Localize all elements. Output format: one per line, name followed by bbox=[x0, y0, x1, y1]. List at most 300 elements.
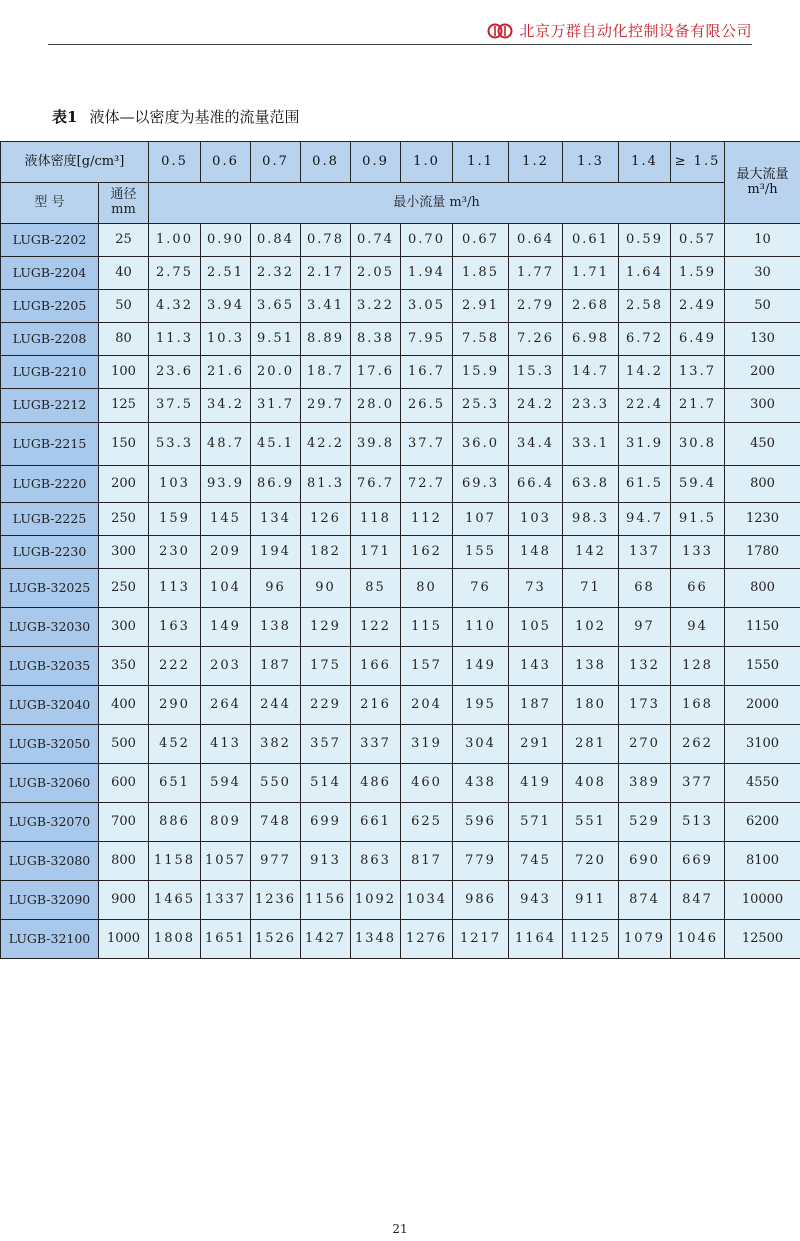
model-cell: LUGB-2204 bbox=[1, 257, 99, 290]
min-flow-cell: 115 bbox=[401, 608, 453, 647]
min-flow-cell: 86.9 bbox=[251, 466, 301, 503]
min-flow-cell: 137 bbox=[619, 536, 671, 569]
min-flow-cell: 26.5 bbox=[401, 389, 453, 423]
min-flow-header: 最小流量 m³/h bbox=[149, 183, 725, 224]
min-flow-cell: 73 bbox=[509, 569, 563, 608]
min-flow-cell: 76 bbox=[453, 569, 509, 608]
min-flow-cell: 194 bbox=[251, 536, 301, 569]
max-flow-cell: 50 bbox=[725, 290, 800, 323]
min-flow-cell: 129 bbox=[301, 608, 351, 647]
min-flow-cell: 96 bbox=[251, 569, 301, 608]
table-row bbox=[1, 842, 800, 881]
min-flow-cell: 107 bbox=[453, 503, 509, 536]
model-cell: LUGB-32080 bbox=[1, 842, 99, 881]
model-cell: LUGB-2210 bbox=[1, 356, 99, 389]
min-flow-cell: 21.6 bbox=[201, 356, 251, 389]
table-row bbox=[1, 803, 800, 842]
min-flow-cell: 514 bbox=[301, 764, 351, 803]
max-flow-cell: 3100 bbox=[725, 725, 800, 764]
model-cell: LUGB-32025 bbox=[1, 569, 99, 608]
min-flow-cell: 90 bbox=[301, 569, 351, 608]
min-flow-cell: 142 bbox=[563, 536, 619, 569]
min-flow-cell: 159 bbox=[149, 503, 201, 536]
min-flow-cell: 699 bbox=[301, 803, 351, 842]
min-flow-cell: 126 bbox=[301, 503, 351, 536]
min-flow-cell: 1125 bbox=[563, 920, 619, 959]
min-flow-cell: 138 bbox=[563, 647, 619, 686]
bore-cell: 700 bbox=[99, 803, 149, 842]
max-flow-cell: 130 bbox=[725, 323, 800, 356]
table-row bbox=[1, 389, 800, 423]
model-cell: LUGB-32040 bbox=[1, 686, 99, 725]
page-header bbox=[48, 14, 752, 45]
min-flow-cell: 204 bbox=[401, 686, 453, 725]
min-flow-cell: 29.7 bbox=[301, 389, 351, 423]
bore-header: 通径 mm bbox=[99, 183, 149, 224]
company-logo-icon bbox=[487, 21, 513, 41]
min-flow-cell: 7.95 bbox=[401, 323, 453, 356]
bore-cell: 250 bbox=[99, 569, 149, 608]
min-flow-cell: 290 bbox=[149, 686, 201, 725]
model-cell: LUGB-2215 bbox=[1, 423, 99, 466]
min-flow-cell: 0.67 bbox=[453, 224, 509, 257]
min-flow-cell: 59.4 bbox=[671, 466, 725, 503]
table-row bbox=[1, 423, 800, 466]
max-flow-cell: 10000 bbox=[725, 881, 800, 920]
min-flow-cell: 39.8 bbox=[351, 423, 401, 466]
table-row bbox=[1, 647, 800, 686]
min-flow-cell: 513 bbox=[671, 803, 725, 842]
model-cell: LUGB-32050 bbox=[1, 725, 99, 764]
min-flow-cell: 112 bbox=[401, 503, 453, 536]
min-flow-cell: 0.64 bbox=[509, 224, 563, 257]
bore-cell: 250 bbox=[99, 503, 149, 536]
min-flow-cell: 166 bbox=[351, 647, 401, 686]
min-flow-cell: 1.71 bbox=[563, 257, 619, 290]
min-flow-cell: 720 bbox=[563, 842, 619, 881]
min-flow-cell: 23.3 bbox=[563, 389, 619, 423]
min-flow-cell: 1.00 bbox=[149, 224, 201, 257]
min-flow-cell: 28.0 bbox=[351, 389, 401, 423]
min-flow-cell: 382 bbox=[251, 725, 301, 764]
min-flow-cell: 594 bbox=[201, 764, 251, 803]
min-flow-cell: 0.74 bbox=[351, 224, 401, 257]
min-flow-cell: 651 bbox=[149, 764, 201, 803]
company-name: 北京万群自动化控制设备有限公司 bbox=[519, 22, 752, 40]
min-flow-cell: 986 bbox=[453, 881, 509, 920]
min-flow-cell: 11.3 bbox=[149, 323, 201, 356]
model-cell: LUGB-32070 bbox=[1, 803, 99, 842]
min-flow-cell: 72.7 bbox=[401, 466, 453, 503]
min-flow-cell: 6.49 bbox=[671, 323, 725, 356]
min-flow-cell: 104 bbox=[201, 569, 251, 608]
min-flow-cell: 1276 bbox=[401, 920, 453, 959]
min-flow-cell: 103 bbox=[149, 466, 201, 503]
min-flow-cell: 163 bbox=[149, 608, 201, 647]
min-flow-cell: 874 bbox=[619, 881, 671, 920]
model-cell: LUGB-2205 bbox=[1, 290, 99, 323]
min-flow-cell: 23.6 bbox=[149, 356, 201, 389]
max-flow-cell: 1780 bbox=[725, 536, 800, 569]
table-number: 表1 bbox=[52, 108, 78, 126]
min-flow-cell: 690 bbox=[619, 842, 671, 881]
bore-cell: 500 bbox=[99, 725, 149, 764]
min-flow-cell: 886 bbox=[149, 803, 201, 842]
min-flow-cell: 195 bbox=[453, 686, 509, 725]
min-flow-cell: 15.3 bbox=[509, 356, 563, 389]
model-cell: LUGB-2212 bbox=[1, 389, 99, 423]
min-flow-cell: 262 bbox=[671, 725, 725, 764]
table-row bbox=[1, 466, 800, 503]
min-flow-cell: 863 bbox=[351, 842, 401, 881]
table-row bbox=[1, 257, 800, 290]
flow-range-table bbox=[0, 141, 800, 959]
min-flow-cell: 529 bbox=[619, 803, 671, 842]
min-flow-cell: 913 bbox=[301, 842, 351, 881]
min-flow-cell: 669 bbox=[671, 842, 725, 881]
min-flow-cell: 85 bbox=[351, 569, 401, 608]
min-flow-cell: 1.59 bbox=[671, 257, 725, 290]
min-flow-cell: 222 bbox=[149, 647, 201, 686]
min-flow-cell: 943 bbox=[509, 881, 563, 920]
min-flow-cell: 357 bbox=[301, 725, 351, 764]
min-flow-cell: 1034 bbox=[401, 881, 453, 920]
table-row bbox=[1, 503, 800, 536]
min-flow-cell: 6.72 bbox=[619, 323, 671, 356]
min-flow-cell: 187 bbox=[509, 686, 563, 725]
min-flow-cell: 34.4 bbox=[509, 423, 563, 466]
density-cell: 1.1 bbox=[453, 142, 509, 183]
min-flow-cell: 103 bbox=[509, 503, 563, 536]
density-header-row bbox=[1, 142, 800, 183]
min-flow-cell: 1236 bbox=[251, 881, 301, 920]
min-flow-cell: 264 bbox=[201, 686, 251, 725]
min-flow-cell: 1092 bbox=[351, 881, 401, 920]
min-flow-cell: 168 bbox=[671, 686, 725, 725]
min-flow-cell: 31.9 bbox=[619, 423, 671, 466]
model-cell: LUGB-32090 bbox=[1, 881, 99, 920]
min-flow-cell: 438 bbox=[453, 764, 509, 803]
min-flow-cell: 175 bbox=[301, 647, 351, 686]
min-flow-cell: 14.7 bbox=[563, 356, 619, 389]
min-flow-cell: 748 bbox=[251, 803, 301, 842]
min-flow-cell: 155 bbox=[453, 536, 509, 569]
min-flow-cell: 45.1 bbox=[251, 423, 301, 466]
max-flow-cell: 30 bbox=[725, 257, 800, 290]
table-row bbox=[1, 686, 800, 725]
max-flow-cell: 2000 bbox=[725, 686, 800, 725]
min-flow-cell: 180 bbox=[563, 686, 619, 725]
min-flow-cell: 13.7 bbox=[671, 356, 725, 389]
min-flow-cell: 91.5 bbox=[671, 503, 725, 536]
min-flow-cell: 145 bbox=[201, 503, 251, 536]
min-flow-cell: 17.6 bbox=[351, 356, 401, 389]
max-flow-cell: 12500 bbox=[725, 920, 800, 959]
min-flow-cell: 76.7 bbox=[351, 466, 401, 503]
min-flow-cell: 625 bbox=[401, 803, 453, 842]
bore-cell: 300 bbox=[99, 536, 149, 569]
min-flow-cell: 389 bbox=[619, 764, 671, 803]
min-flow-cell: 977 bbox=[251, 842, 301, 881]
table-row bbox=[1, 608, 800, 647]
min-flow-cell: 911 bbox=[563, 881, 619, 920]
max-flow-cell: 800 bbox=[725, 569, 800, 608]
min-flow-cell: 1.94 bbox=[401, 257, 453, 290]
min-flow-cell: 81.3 bbox=[301, 466, 351, 503]
min-flow-cell: 8.38 bbox=[351, 323, 401, 356]
min-flow-cell: 132 bbox=[619, 647, 671, 686]
page-number: 21 bbox=[392, 1222, 408, 1236]
bore-cell: 900 bbox=[99, 881, 149, 920]
min-flow-cell: 93.9 bbox=[201, 466, 251, 503]
min-flow-cell: 3.65 bbox=[251, 290, 301, 323]
max-flow-cell: 450 bbox=[725, 423, 800, 466]
max-flow-header: 最大流量 m³/h bbox=[725, 142, 800, 224]
density-cell: 1.3 bbox=[563, 142, 619, 183]
density-cell: 0.9 bbox=[351, 142, 401, 183]
min-flow-cell: 48.7 bbox=[201, 423, 251, 466]
min-flow-cell: 133 bbox=[671, 536, 725, 569]
min-flow-cell: 71 bbox=[563, 569, 619, 608]
min-flow-cell: 7.58 bbox=[453, 323, 509, 356]
model-cell: LUGB-2202 bbox=[1, 224, 99, 257]
min-flow-cell: 122 bbox=[351, 608, 401, 647]
min-flow-cell: 138 bbox=[251, 608, 301, 647]
min-flow-cell: 1808 bbox=[149, 920, 201, 959]
min-flow-cell: 1156 bbox=[301, 881, 351, 920]
table-row bbox=[1, 881, 800, 920]
min-flow-cell: 25.3 bbox=[453, 389, 509, 423]
table-row bbox=[1, 356, 800, 389]
min-flow-cell: 229 bbox=[301, 686, 351, 725]
table-row bbox=[1, 536, 800, 569]
min-flow-cell: 551 bbox=[563, 803, 619, 842]
min-flow-cell: 413 bbox=[201, 725, 251, 764]
min-flow-cell: 30.8 bbox=[671, 423, 725, 466]
min-flow-cell: 847 bbox=[671, 881, 725, 920]
min-flow-cell: 68 bbox=[619, 569, 671, 608]
min-flow-cell: 486 bbox=[351, 764, 401, 803]
min-flow-cell: 128 bbox=[671, 647, 725, 686]
table-row bbox=[1, 764, 800, 803]
density-label: 液体密度[g/cm³] bbox=[1, 142, 149, 183]
min-flow-cell: 1465 bbox=[149, 881, 201, 920]
min-flow-cell: 419 bbox=[509, 764, 563, 803]
min-flow-cell: 596 bbox=[453, 803, 509, 842]
bore-cell: 80 bbox=[99, 323, 149, 356]
bore-cell: 300 bbox=[99, 608, 149, 647]
model-cell: LUGB-32030 bbox=[1, 608, 99, 647]
min-flow-cell: 66 bbox=[671, 569, 725, 608]
min-flow-cell: 1526 bbox=[251, 920, 301, 959]
min-flow-cell: 244 bbox=[251, 686, 301, 725]
table-title: 液体—以密度为基准的流量范围 bbox=[89, 108, 300, 126]
min-flow-cell: 33.1 bbox=[563, 423, 619, 466]
bore-cell: 600 bbox=[99, 764, 149, 803]
min-flow-cell: 18.7 bbox=[301, 356, 351, 389]
model-cell: LUGB-2220 bbox=[1, 466, 99, 503]
bore-cell: 400 bbox=[99, 686, 149, 725]
min-flow-cell: 2.91 bbox=[453, 290, 509, 323]
min-flow-cell: 173 bbox=[619, 686, 671, 725]
min-flow-cell: 149 bbox=[453, 647, 509, 686]
min-flow-cell: 171 bbox=[351, 536, 401, 569]
min-flow-cell: 1046 bbox=[671, 920, 725, 959]
min-flow-cell: 102 bbox=[563, 608, 619, 647]
max-flow-cell: 200 bbox=[725, 356, 800, 389]
min-flow-cell: 15.9 bbox=[453, 356, 509, 389]
min-flow-cell: 20.0 bbox=[251, 356, 301, 389]
min-flow-cell: 80 bbox=[401, 569, 453, 608]
min-flow-cell: 281 bbox=[563, 725, 619, 764]
min-flow-cell: 187 bbox=[251, 647, 301, 686]
min-flow-cell: 24.2 bbox=[509, 389, 563, 423]
density-cell: 1.2 bbox=[509, 142, 563, 183]
min-flow-cell: 377 bbox=[671, 764, 725, 803]
table-row bbox=[1, 323, 800, 356]
model-header: 型 号 bbox=[1, 183, 99, 224]
min-flow-cell: 203 bbox=[201, 647, 251, 686]
max-flow-cell: 8100 bbox=[725, 842, 800, 881]
bore-cell: 40 bbox=[99, 257, 149, 290]
bore-cell: 150 bbox=[99, 423, 149, 466]
min-flow-cell: 63.8 bbox=[563, 466, 619, 503]
min-flow-cell: 61.5 bbox=[619, 466, 671, 503]
min-flow-cell: 1.85 bbox=[453, 257, 509, 290]
min-flow-cell: 0.78 bbox=[301, 224, 351, 257]
min-flow-cell: 37.7 bbox=[401, 423, 453, 466]
max-flow-cell: 10 bbox=[725, 224, 800, 257]
model-cell: LUGB-32100 bbox=[1, 920, 99, 959]
min-flow-cell: 97 bbox=[619, 608, 671, 647]
min-flow-cell: 94 bbox=[671, 608, 725, 647]
min-flow-cell: 2.32 bbox=[251, 257, 301, 290]
min-flow-cell: 2.75 bbox=[149, 257, 201, 290]
min-flow-cell: 2.49 bbox=[671, 290, 725, 323]
min-flow-cell: 1348 bbox=[351, 920, 401, 959]
min-flow-cell: 37.5 bbox=[149, 389, 201, 423]
model-cell: LUGB-32035 bbox=[1, 647, 99, 686]
bore-cell: 25 bbox=[99, 224, 149, 257]
density-cell: 0.7 bbox=[251, 142, 301, 183]
min-flow-cell: 1337 bbox=[201, 881, 251, 920]
min-flow-cell: 2.79 bbox=[509, 290, 563, 323]
min-flow-cell: 0.84 bbox=[251, 224, 301, 257]
min-flow-cell: 34.2 bbox=[201, 389, 251, 423]
min-flow-cell: 230 bbox=[149, 536, 201, 569]
min-flow-cell: 113 bbox=[149, 569, 201, 608]
bore-cell: 50 bbox=[99, 290, 149, 323]
min-flow-cell: 3.94 bbox=[201, 290, 251, 323]
min-flow-cell: 0.70 bbox=[401, 224, 453, 257]
min-flow-cell: 3.05 bbox=[401, 290, 453, 323]
min-flow-cell: 817 bbox=[401, 842, 453, 881]
min-flow-cell: 0.90 bbox=[201, 224, 251, 257]
bore-cell: 200 bbox=[99, 466, 149, 503]
min-flow-cell: 6.98 bbox=[563, 323, 619, 356]
min-flow-cell: 3.41 bbox=[301, 290, 351, 323]
min-flow-cell: 162 bbox=[401, 536, 453, 569]
min-flow-cell: 31.7 bbox=[251, 389, 301, 423]
min-flow-cell: 1427 bbox=[301, 920, 351, 959]
min-flow-cell: 94.7 bbox=[619, 503, 671, 536]
density-cell: ≥ 1.5 bbox=[671, 142, 725, 183]
max-flow-cell: 4550 bbox=[725, 764, 800, 803]
min-flow-cell: 134 bbox=[251, 503, 301, 536]
model-cell: LUGB-32060 bbox=[1, 764, 99, 803]
density-cell: 0.5 bbox=[149, 142, 201, 183]
min-flow-cell: 10.3 bbox=[201, 323, 251, 356]
bore-cell: 125 bbox=[99, 389, 149, 423]
min-flow-cell: 2.17 bbox=[301, 257, 351, 290]
max-flow-cell: 1150 bbox=[725, 608, 800, 647]
bore-cell: 1000 bbox=[99, 920, 149, 959]
min-flow-cell: 110 bbox=[453, 608, 509, 647]
min-flow-cell: 8.89 bbox=[301, 323, 351, 356]
min-flow-cell: 745 bbox=[509, 842, 563, 881]
bore-cell: 350 bbox=[99, 647, 149, 686]
max-flow-cell: 800 bbox=[725, 466, 800, 503]
min-flow-cell: 149 bbox=[201, 608, 251, 647]
min-flow-cell: 1079 bbox=[619, 920, 671, 959]
min-flow-cell: 16.7 bbox=[401, 356, 453, 389]
min-flow-cell: 319 bbox=[401, 725, 453, 764]
table-row bbox=[1, 224, 800, 257]
min-flow-cell: 291 bbox=[509, 725, 563, 764]
min-flow-cell: 22.4 bbox=[619, 389, 671, 423]
min-flow-cell: 105 bbox=[509, 608, 563, 647]
min-flow-cell: 304 bbox=[453, 725, 509, 764]
min-flow-cell: 270 bbox=[619, 725, 671, 764]
bore-cell: 100 bbox=[99, 356, 149, 389]
min-flow-cell: 9.51 bbox=[251, 323, 301, 356]
min-flow-cell: 0.59 bbox=[619, 224, 671, 257]
min-flow-cell: 66.4 bbox=[509, 466, 563, 503]
min-flow-cell: 53.3 bbox=[149, 423, 201, 466]
min-flow-cell: 182 bbox=[301, 536, 351, 569]
min-flow-cell: 1057 bbox=[201, 842, 251, 881]
min-flow-cell: 1.64 bbox=[619, 257, 671, 290]
min-flow-cell: 809 bbox=[201, 803, 251, 842]
density-cell: 1.4 bbox=[619, 142, 671, 183]
min-flow-cell: 21.7 bbox=[671, 389, 725, 423]
min-flow-cell: 36.0 bbox=[453, 423, 509, 466]
min-flow-cell: 3.22 bbox=[351, 290, 401, 323]
density-cell: 0.8 bbox=[301, 142, 351, 183]
subheader-row bbox=[1, 183, 800, 224]
min-flow-cell: 118 bbox=[351, 503, 401, 536]
table-row bbox=[1, 290, 800, 323]
min-flow-cell: 460 bbox=[401, 764, 453, 803]
min-flow-cell: 1217 bbox=[453, 920, 509, 959]
min-flow-cell: 2.05 bbox=[351, 257, 401, 290]
min-flow-cell: 0.61 bbox=[563, 224, 619, 257]
min-flow-cell: 1164 bbox=[509, 920, 563, 959]
max-flow-cell: 1230 bbox=[725, 503, 800, 536]
table-caption bbox=[52, 106, 299, 127]
min-flow-cell: 408 bbox=[563, 764, 619, 803]
min-flow-cell: 42.2 bbox=[301, 423, 351, 466]
min-flow-cell: 148 bbox=[509, 536, 563, 569]
table-row bbox=[1, 920, 800, 959]
density-cell: 0.6 bbox=[201, 142, 251, 183]
max-flow-cell: 6200 bbox=[725, 803, 800, 842]
min-flow-cell: 1158 bbox=[149, 842, 201, 881]
min-flow-cell: 2.68 bbox=[563, 290, 619, 323]
min-flow-cell: 14.2 bbox=[619, 356, 671, 389]
min-flow-cell: 1651 bbox=[201, 920, 251, 959]
max-flow-cell: 300 bbox=[725, 389, 800, 423]
